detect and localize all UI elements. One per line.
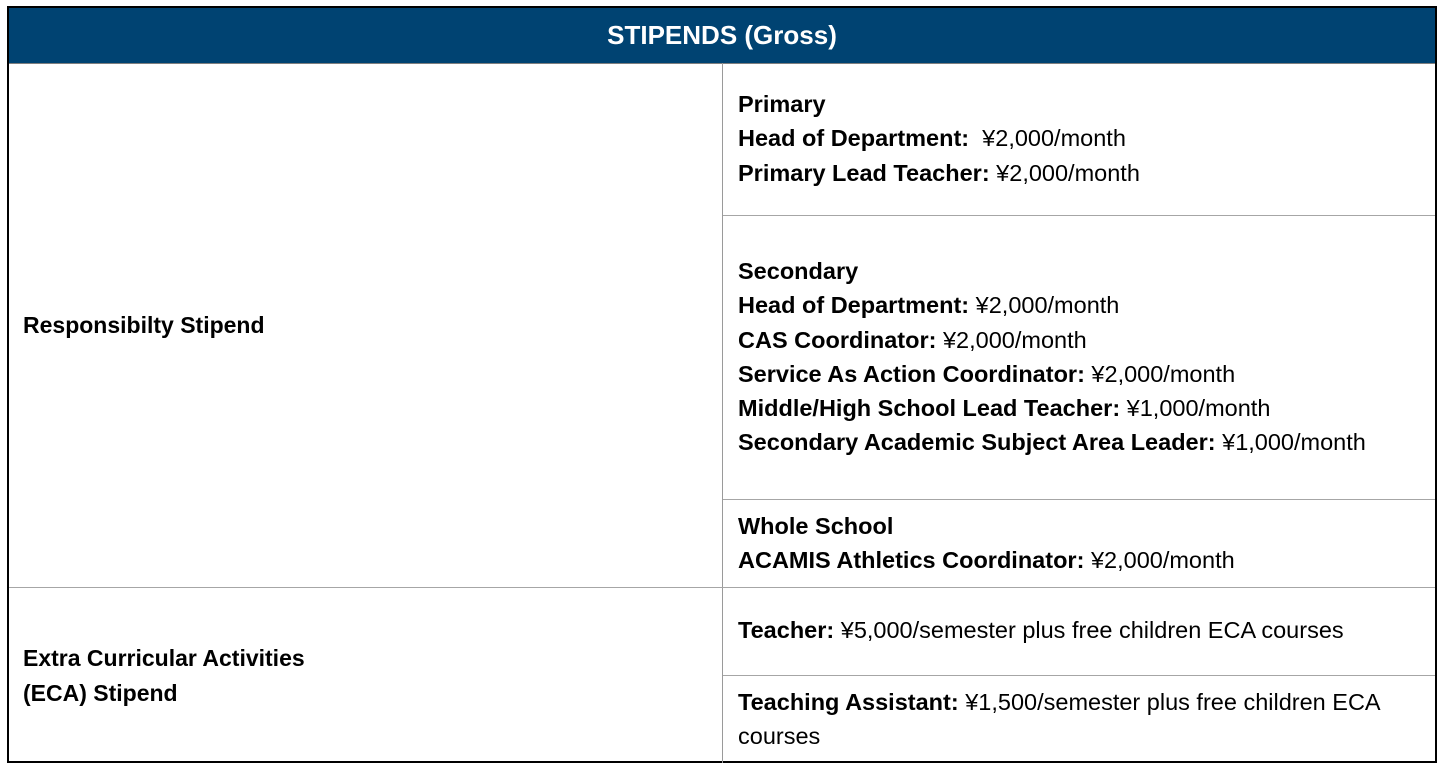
- primary-heading: Primary: [738, 91, 826, 117]
- primary-stipend-cell: [723, 87, 1435, 217]
- eca-teacher-item: Teacher: ¥5,000/semester plus free children ECA courses: [738, 617, 1344, 643]
- eca-label-line2: (ECA) Stipend: [23, 679, 178, 706]
- secondary-item: Middle/High School Lead Teacher: ¥1,000/month: [738, 395, 1271, 422]
- eca-label-line1: Extra Curricular Activities: [23, 644, 305, 671]
- table-title: STIPENDS (Gross): [607, 20, 837, 50]
- secondary-item: Head of Department: ¥2,000/month: [738, 292, 1120, 319]
- eca-assistant-cell: [723, 685, 1435, 760]
- eca-teacher-cell: [723, 613, 1435, 658]
- stipends-table: [7, 6, 1437, 763]
- primary-item: Head of Department: ¥2,000/month: [738, 125, 1126, 152]
- whole-school-heading: Whole School: [738, 513, 894, 539]
- row-divider: [723, 499, 1435, 500]
- secondary-item: Secondary Academic Subject Area Leader: ¥1,000/month: [738, 429, 1366, 456]
- whole-school-item: ACAMIS Athletics Coordinator: ¥2,000/month: [738, 547, 1235, 574]
- whole-school-stipend-cell: [723, 509, 1435, 584]
- secondary-item: Service As Action Coordinator: ¥2,000/month: [738, 360, 1236, 387]
- secondary-item: CAS Coordinator: ¥2,000/month: [738, 326, 1087, 353]
- row-divider: [723, 675, 1435, 676]
- eca-assistant-item: Teaching Assistant: ¥1,500/semester plus free children ECA courses: [738, 689, 1386, 750]
- primary-item: Primary Lead Teacher: ¥2,000/month: [738, 159, 1140, 186]
- responsibility-stipend-label: Responsibilty Stipend: [23, 311, 265, 338]
- table-header: [9, 8, 1435, 64]
- row-divider: [723, 215, 1435, 216]
- secondary-stipend-cell: [723, 254, 1435, 494]
- responsibility-stipend-label-cell: [9, 63, 723, 587]
- secondary-heading: Secondary: [738, 258, 859, 284]
- eca-stipend-label-cell: [9, 588, 723, 763]
